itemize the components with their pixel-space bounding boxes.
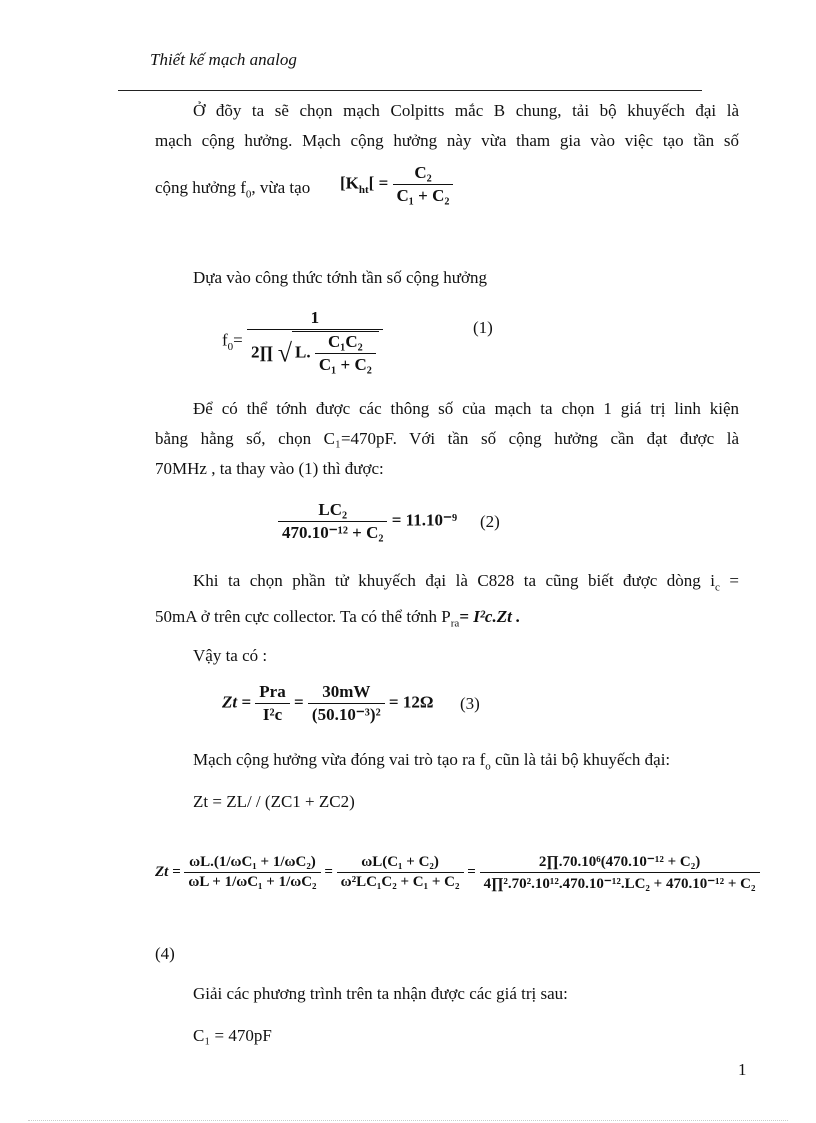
- paragraph-7: Zt = ZL/ / (ZC1 + ZC2): [193, 792, 355, 811]
- paragraph-1-line-3: cộng hưởng $f_0$, vừa tạo: [155, 178, 311, 201]
- paragraph-9: C₁ = 470pF: [193, 1026, 272, 1045]
- equation-3-fraction-2: $\frac{30mW}{\text{(50.10⁻³)²}}$: [308, 682, 385, 725]
- equation-3: Zt = $\frac{\text{Pra}}{\text{I²c}}$ = $\frac{30mW}{\text{(50.10⁻³)²}}$ = 12Ω: [222, 682, 434, 724]
- equation-3-fraction-1: $\frac{\text{Pra}}{\text{I²c}}$: [255, 682, 289, 725]
- paragraph-4: [155, 566, 739, 639]
- paragraph-3-line-1: Để có thể tớnh được các thông số của mạch ta chọn 1 giá trị linh kiện: [193, 399, 739, 418]
- paragraph-2: Dựa vào công thức tớnh tần số cộng hưởng: [193, 268, 487, 287]
- equation-4-fraction-3: $\frac{\text{2∏.70.10⁶(470.10⁻¹² + C₂)}}{\text{4∏².70².10¹².470.10⁻¹².LC₂ + 470.10⁻¹² + C₂}}$: [480, 852, 760, 893]
- equation-4-fraction-1: $\frac{\text{ωL.(1/ωC₁ + 1/ωC₂)}}{\text{ωL + 1/ωC₁ + 1/ωC₂}}$: [184, 854, 320, 891]
- paragraph-1-line-2: mạch cộng hưởng. Mạch cộng hưởng này vừa tham gia vào việc tạo tần số: [155, 131, 739, 150]
- paragraph-8: Giải các phương trình trên ta nhận được các giá trị sau:: [193, 984, 568, 1003]
- paragraph-3-line-2: bằng hằng số, chọn C₁=470pF. Với tần số cộng hưởng cần đạt được là: [155, 429, 739, 448]
- equation-1-label: (1): [473, 318, 493, 337]
- paragraph-5: Vậy ta có :: [193, 646, 268, 665]
- equation-k-feedback: [$K_{ht}$[ = $\frac{\text{C₂}}{\text{C₁ + C₂}}$: [340, 163, 453, 206]
- paragraph-4-line-2: 50mA ở trên cực collector. Ta có thể tớnh $P_{ra}= I^2c.Zt$ .: [155, 607, 521, 630]
- paragraph-4-line-1: Khi ta chọn phần tử khuyếch đại là C828 ta cũng biết được dòng $i_c$ =: [193, 571, 739, 594]
- header-rule: [118, 90, 702, 91]
- page-number: 1: [738, 1060, 747, 1079]
- page-header-title: Thiết kế mạch analog: [150, 50, 297, 69]
- equation-1-fraction: 1 2∏ √ L. $\frac{\text{C₁C₂}}{\text{C₁ + C₂}}$: [247, 308, 383, 375]
- sqrt-sign: √: [277, 338, 293, 368]
- equation-4: Zt = $\frac{\text{ωL.(1/ωC₁ + 1/ωC₂)}}{\text{ωL + 1/ωC₁ + 1/ωC₂}}$ = $\frac{\text{ωL(C₁ + C₂)}}{\text{ω²LC₁C₂ + C₁ + C₂}}$ = $\frac{\text{2∏.70.10⁶(470.10⁻¹² + C₂)}}{\text{4∏².70².10¹².470.10⁻¹².LC₂ + 470.10⁻¹² + C₂}}$: [155, 852, 760, 893]
- equation-1-inner-fraction: $\frac{\text{C₁C₂}}{\text{C₁ + C₂}}$: [315, 332, 376, 375]
- equation-4-fraction-2: $\frac{\text{ωL(C₁ + C₂)}}{\text{ω²LC₁C₂ + C₁ + C₂}}$: [337, 854, 464, 891]
- equation-k-fraction: $\frac{\text{C₂}}{\text{C₁ + C₂}}$: [393, 163, 454, 206]
- paragraph-1-line-1: Ở đõy ta sẽ chọn mạch Colpitts mắc B chung, tải bộ khuyếch đại là: [193, 101, 739, 120]
- paragraph-3: [155, 394, 739, 484]
- paragraph-1: [155, 96, 739, 156]
- paragraph-3-line-3: 70MHz , ta thay vào (1) thì được:: [155, 459, 384, 478]
- equation-2-label: (2): [480, 512, 500, 531]
- sqrt-radicand: L. $\frac{\text{C₁C₂}}{\text{C₁ + C₂}}$: [292, 331, 379, 375]
- page-bottom-dotted-border: [28, 1120, 788, 1121]
- equation-3-label: (3): [460, 694, 480, 713]
- equation-4-label: (4): [155, 944, 175, 963]
- paragraph-6: Mạch cộng hưởng vừa đóng vai trò tạo ra $f_o$ cũn là tải bộ khuyếch đại:: [193, 750, 671, 773]
- equation-1: $f_0=$ 1 2∏ √ L. $\frac{\text{C₁C₂}}{\text{C₁ + C₂}}$: [222, 308, 383, 375]
- equation-2: $\frac{\text{LC₂}}{\text{470.10⁻¹² + C₂}}$ = 11.10⁻⁹: [278, 500, 457, 543]
- equation-2-fraction: $\frac{\text{LC₂}}{\text{470.10⁻¹² + C₂}}$: [278, 500, 387, 543]
